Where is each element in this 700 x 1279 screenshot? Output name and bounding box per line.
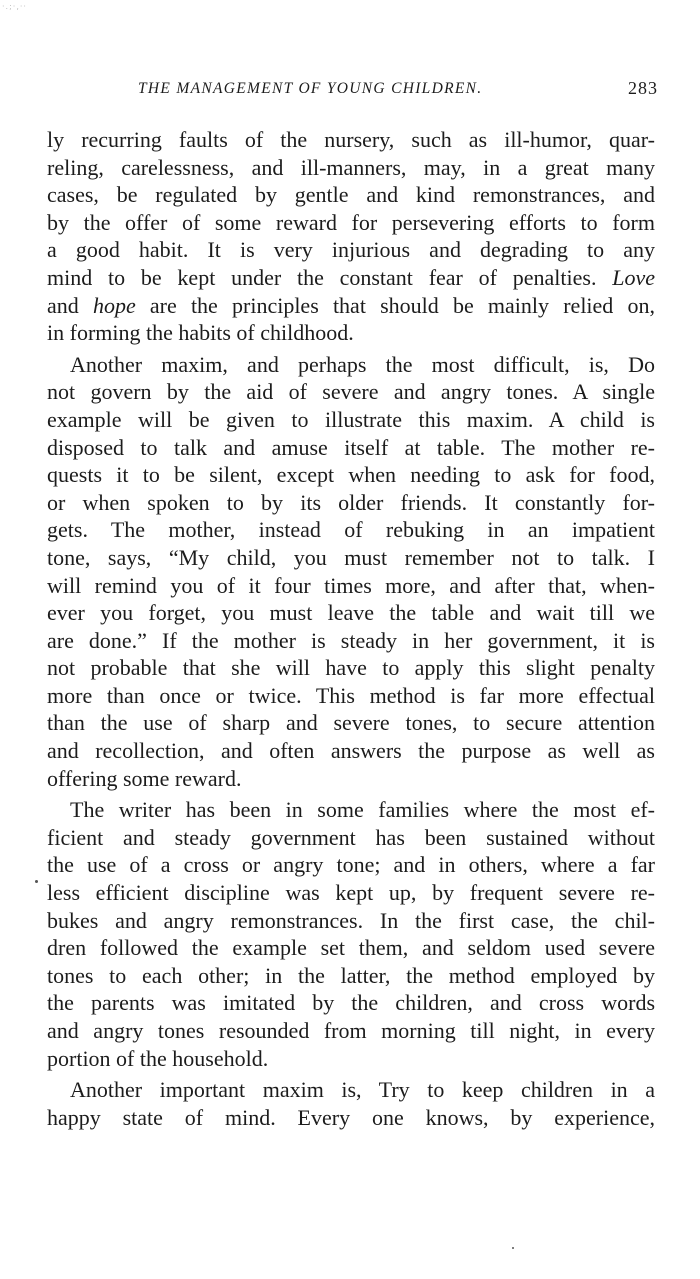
text-line: ly recurring faults of the nursery, such as ill-humor, quar- bbox=[47, 127, 655, 152]
text-line: not probable that she will have to apply this slight penalty bbox=[47, 655, 655, 681]
text-run: mind to be kept under the constant fear of penalties. bbox=[47, 264, 613, 290]
text-line: not govern by the aid of severe and angry tones. A single bbox=[47, 379, 655, 405]
text-line: in forming the habits of childhood. bbox=[47, 320, 354, 346]
page-number: 283 bbox=[628, 78, 658, 98]
text-line: bukes and angry remonstrances. In the first case, the chil- bbox=[47, 907, 655, 933]
text-line: reling, carelessness, and ill-manners, may, in a great many bbox=[47, 154, 655, 180]
body-text bbox=[47, 126, 655, 1131]
text-line: by the offer of some reward for persevering efforts to form bbox=[47, 209, 655, 235]
text-run: are the principles that should be mainly relied on, bbox=[135, 292, 655, 318]
text-line: cases, be regulated by gentle and kind remonstrances, and bbox=[47, 182, 655, 208]
text-line: the parents was imitated by the children, and cross words bbox=[47, 990, 655, 1016]
text-line: the use of a cross or angry tone; and in others, where a far bbox=[47, 852, 655, 878]
text-line: example will be given to illustrate this maxim. A child is bbox=[47, 406, 655, 432]
text-line: tones to each other; in the latter, the method employed by bbox=[47, 962, 655, 988]
text-line: gets. The mother, instead of rebuking in an impatient bbox=[47, 517, 655, 543]
ink-speck-icon bbox=[35, 880, 38, 883]
text-line: ever you forget, you must leave the table and wait till we bbox=[47, 600, 655, 626]
text-line: are done.” If the mother is steady in her government, it is bbox=[47, 627, 655, 653]
italic-word: Love bbox=[612, 264, 655, 290]
text-line: a good habit. It is very injurious and degrading to any bbox=[47, 237, 655, 263]
running-title: THE MANAGEMENT OF YOUNG CHILDREN. bbox=[138, 80, 483, 97]
text-line: portion of the household. bbox=[47, 1045, 269, 1071]
italic-word: hope bbox=[92, 292, 136, 318]
text-line: The writer has been in some families where the most ef- bbox=[70, 797, 655, 823]
text-line: quests it to be silent, except when needing to ask for food, bbox=[47, 462, 655, 488]
text-line: ficient and steady government has been sustained without bbox=[47, 824, 655, 850]
text-line: and recollection, and often answers the purpose as well as bbox=[47, 738, 655, 764]
corner-mark-icon: ·.;·,·· bbox=[2, 2, 27, 11]
text-line bbox=[47, 292, 655, 320]
text-line: disposed to talk and amuse itself at table. The mother re- bbox=[47, 434, 655, 460]
text-line: than the use of sharp and severe tones, to secure attention bbox=[47, 710, 655, 736]
text-line: Another important maxim is, Try to keep children in a bbox=[70, 1077, 655, 1103]
text-line: offering some reward. bbox=[47, 765, 242, 791]
text-line bbox=[47, 264, 655, 292]
text-line: and angry tones resounded from morning till night, in every bbox=[47, 1018, 655, 1043]
ink-speck-icon bbox=[512, 1247, 514, 1249]
text-line: Another maxim, and perhaps the most difficult, is, Do bbox=[70, 351, 655, 377]
text-line: tone, says, “My child, you must remember not to talk. I bbox=[47, 544, 655, 570]
text-line: more than once or twice. This method is far more effectual bbox=[47, 682, 655, 708]
text-line: less efficient discipline was kept up, by frequent severe re- bbox=[47, 880, 655, 906]
text-run: and bbox=[47, 292, 93, 318]
text-line: happy state of mind. Every one knows, by experience, bbox=[47, 1104, 655, 1130]
text-line: will remind you of it four times more, and after that, when- bbox=[47, 572, 655, 598]
text-line: or when spoken to by its older friends. It constantly for- bbox=[47, 489, 655, 515]
text-line: dren followed the example set them, and seldom used severe bbox=[47, 935, 655, 961]
page-header bbox=[138, 80, 658, 108]
